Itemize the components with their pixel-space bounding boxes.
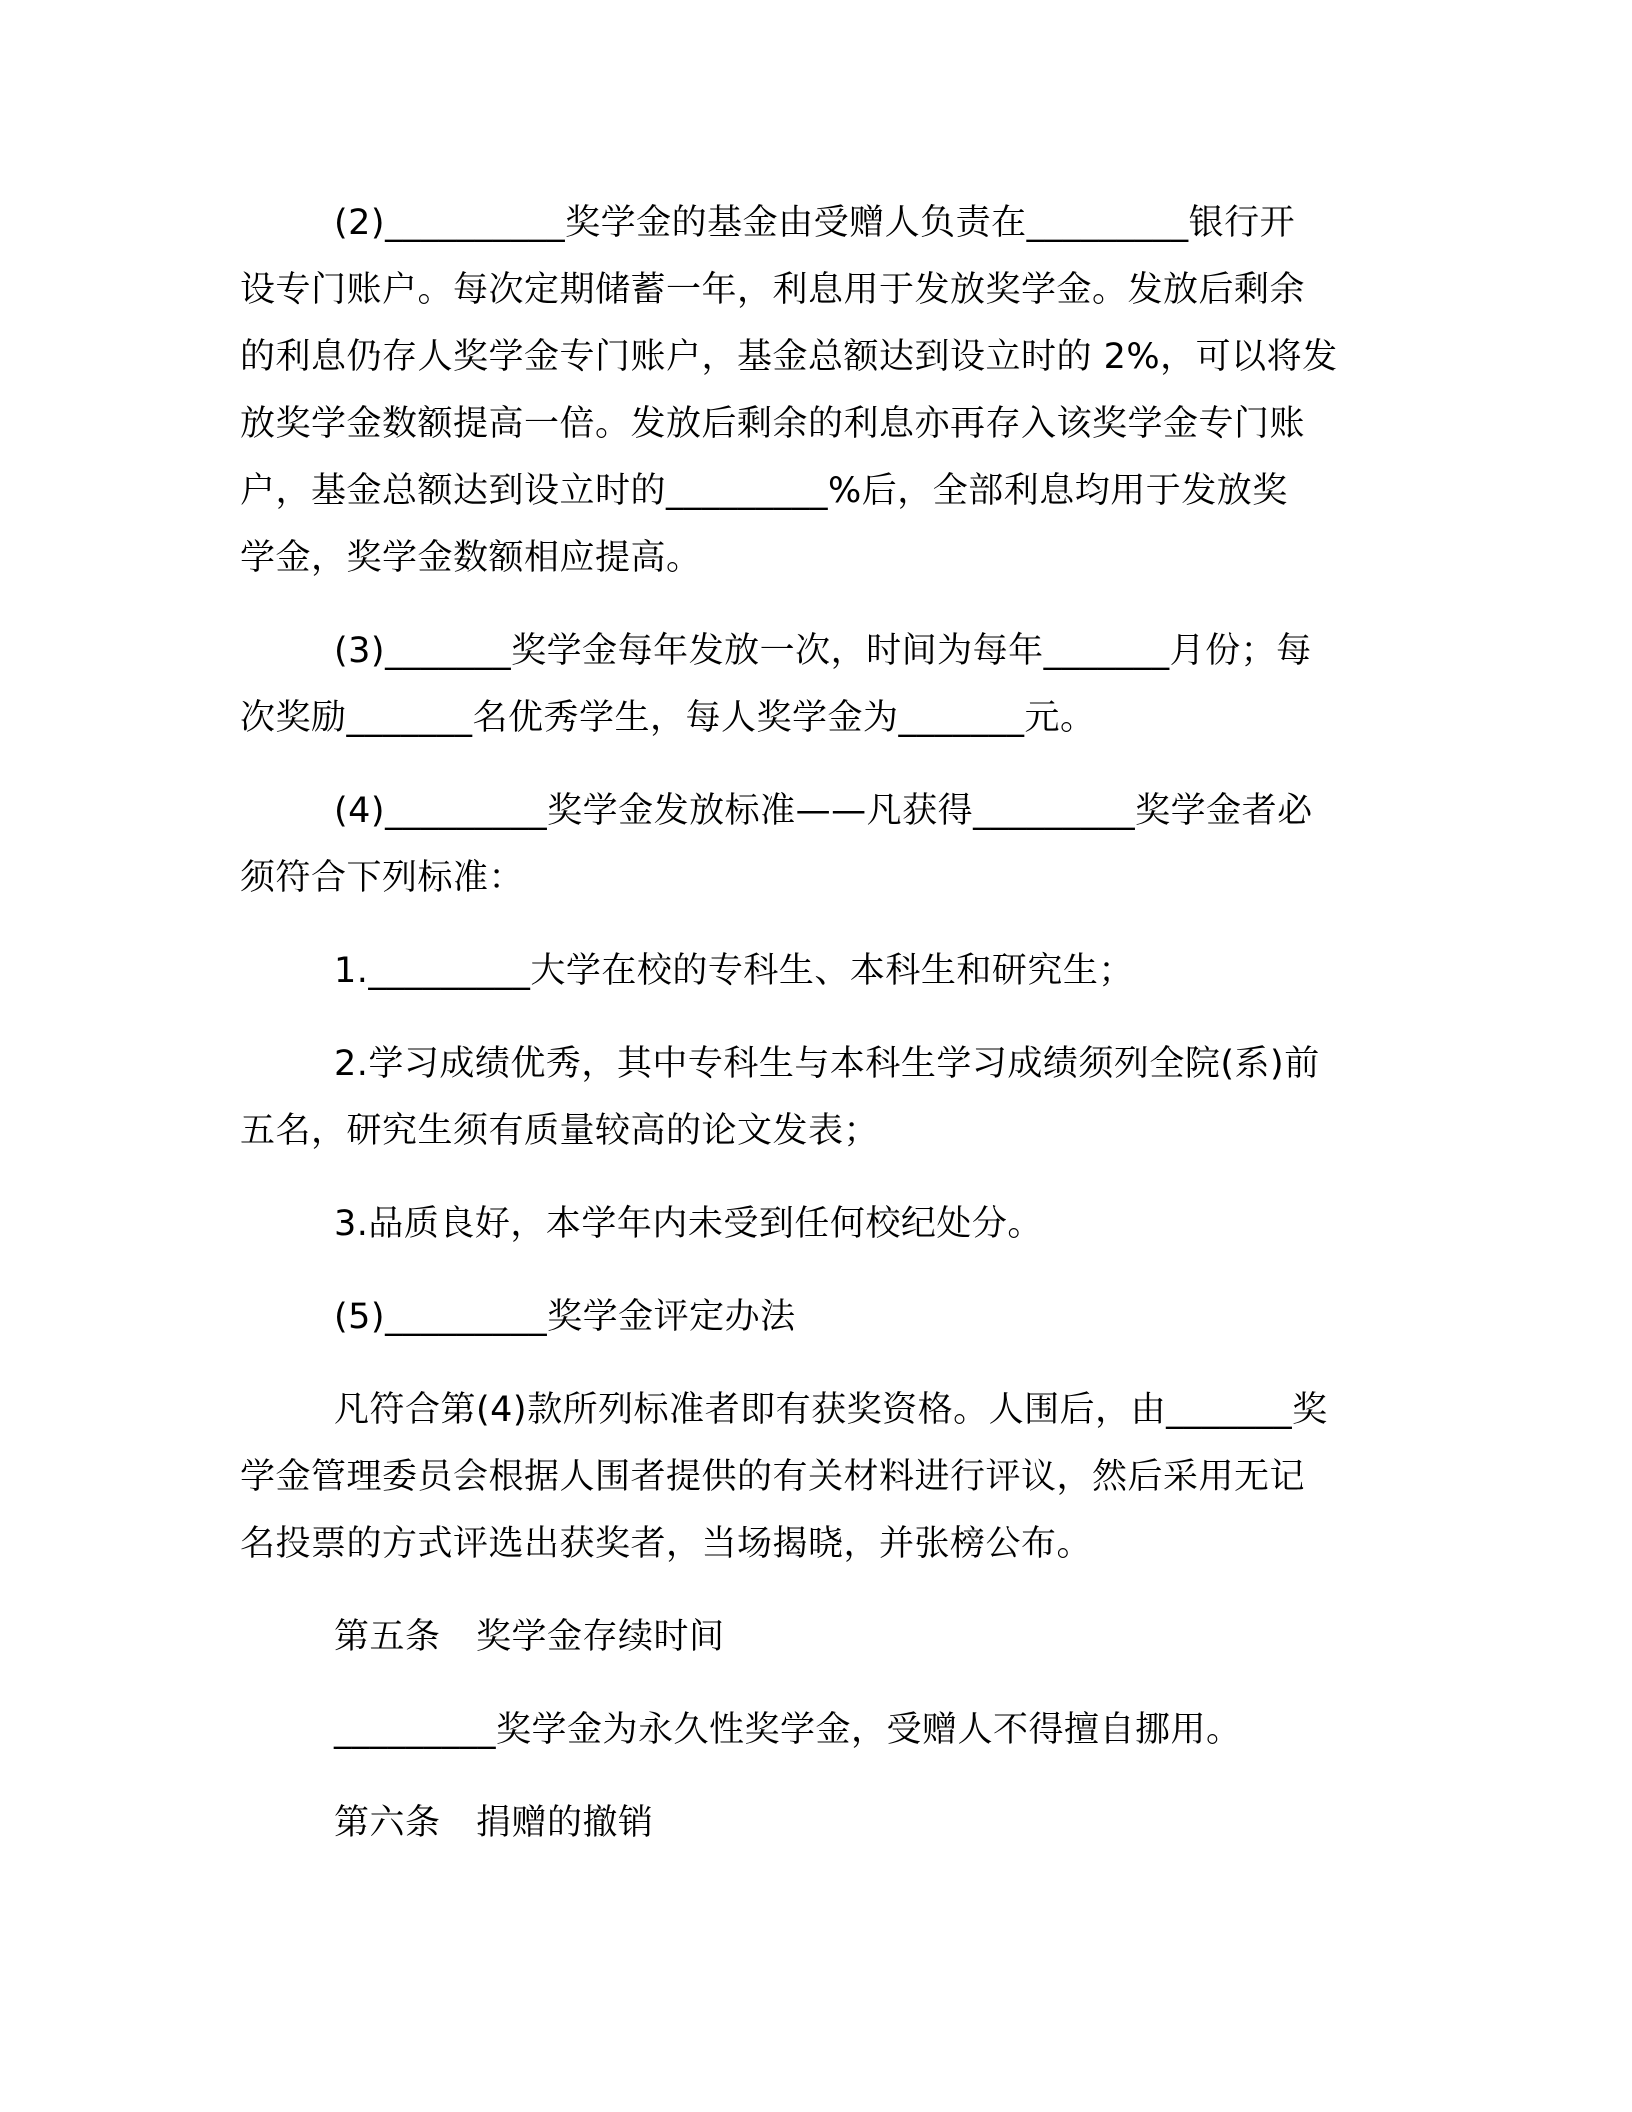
text-line: 学金，奖学金数额相应提高。	[240, 538, 702, 578]
paragraph-4-standards	[240, 778, 1390, 912]
text-line: 名投票的方式评选出获奖者，当场揭晓，并张榜公布。	[240, 1524, 1093, 1564]
text-line: (3)_______奖学金每年发放一次，时间为每年_______月份；每	[334, 631, 1312, 671]
criterion-2	[240, 1031, 1390, 1165]
text-line: 的利息仍存人奖学金专门账户，基金总额达到设立时的 2%，可以将发	[240, 337, 1338, 377]
document-page	[240, 190, 1390, 1857]
text-line: 户，基金总额达到设立时的_________%后，全部利息均用于发放奖	[240, 471, 1288, 511]
paragraph-5-evaluation	[240, 1284, 1390, 1351]
paragraph-2-fund-account	[240, 190, 1390, 592]
article-6-heading	[240, 1790, 1390, 1857]
text-line: 1._________大学在校的专科生、本科生和研究生；	[334, 951, 1134, 991]
text-line: 3.品质良好，本学年内未受到任何校纪处分。	[334, 1204, 1043, 1244]
paragraph-evaluation-method	[240, 1377, 1390, 1578]
text-line: 设专门账户。每次定期储蓄一年，利息用于发放奖学金。发放后剩余	[240, 270, 1306, 310]
text-line: 第六条 捐赠的撤销	[334, 1803, 654, 1843]
text-line: 学金管理委员会根据人围者提供的有关材料进行评议，然后采用无记	[240, 1457, 1306, 1497]
text-line: 须符合下列标准：	[240, 858, 525, 898]
article-5-heading	[240, 1604, 1390, 1671]
text-line: (4)_________奖学金发放标准——凡获得_________奖学金者必	[334, 791, 1313, 831]
text-line: 凡符合第(4)款所列标准者即有获奖资格。人围后，由_______奖	[334, 1390, 1328, 1430]
text-line: 次奖励_______名优秀学生，每人奖学金为_______元。	[240, 698, 1096, 738]
article-5-body	[240, 1697, 1390, 1764]
text-line: _________奖学金为永久性奖学金，受赠人不得擅自挪用。	[334, 1710, 1242, 1750]
text-line: (2)__________奖学金的基金由受赠人负责在_________银行开	[334, 203, 1296, 243]
paragraph-3-issuance	[240, 618, 1390, 752]
text-line: 2.学习成绩优秀，其中专科生与本科生学习成绩须列全院(系)前	[334, 1044, 1320, 1084]
text-line: (5)_________奖学金评定办法	[334, 1297, 796, 1337]
criterion-1	[240, 938, 1390, 1005]
criterion-3	[240, 1191, 1390, 1258]
text-line: 第五条 奖学金存续时间	[334, 1617, 725, 1657]
text-line: 放奖学金数额提高一倍。发放后剩余的利息亦再存入该奖学金专门账	[240, 404, 1306, 444]
text-line: 五名，研究生须有质量较高的论文发表；	[240, 1111, 880, 1151]
